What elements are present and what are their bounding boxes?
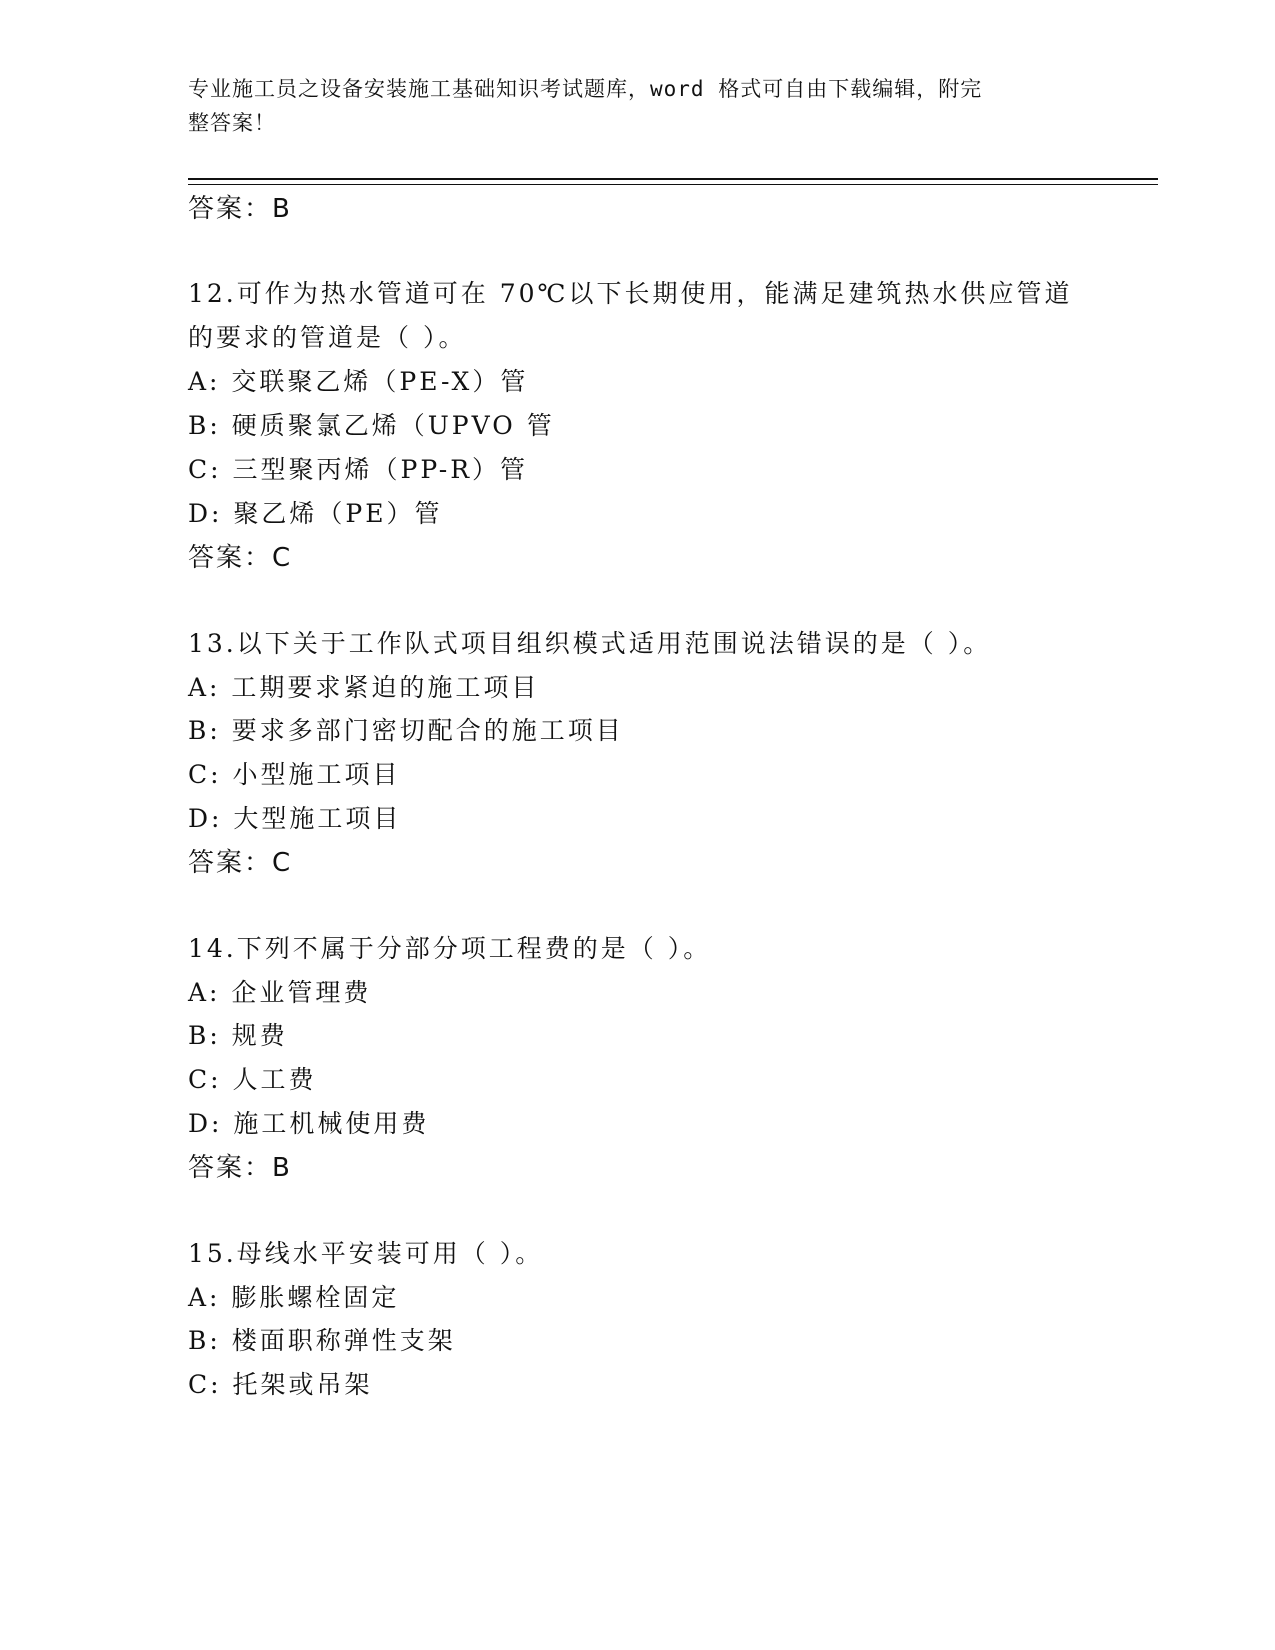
header-divider-thin — [188, 184, 1158, 185]
question-14-option-a: A: 企业管理费 — [188, 978, 372, 1007]
question-12-option-a: A: 交联聚乙烯（PE-X）管 — [188, 367, 529, 396]
question-12-option-d: D: 聚乙烯（PE）管 — [188, 499, 443, 528]
header-line-2: 整答案！ — [188, 111, 276, 135]
previous-answer: 答案：B — [188, 194, 292, 224]
question-13-option-d: D: 大型施工项目 — [188, 804, 402, 833]
header-divider-thick — [188, 178, 1158, 180]
question-14-option-c: C: 人工费 — [188, 1065, 317, 1094]
question-15-stem: 15.母线水平安装可用（ ）。 — [188, 1239, 544, 1268]
question-14-stem: 14.下列不属于分部分项工程费的是（ ）。 — [188, 934, 712, 963]
question-15-option-a: A: 膨胀螺栓固定 — [188, 1283, 400, 1312]
question-12-stem-line-2: 的要求的管道是（ ）。 — [188, 323, 467, 352]
header-line-1: 专业施工员之设备安装施工基础知识考试题库，word 格式可自由下载编辑，附完 — [188, 77, 983, 101]
question-12-option-b: B: 硬质聚氯乙烯（UPVO 管 — [188, 411, 555, 440]
question-12-answer: 答案：C — [188, 543, 293, 573]
question-14-option-b: B: 规费 — [188, 1021, 288, 1050]
question-13-answer: 答案：C — [188, 848, 293, 878]
question-14-answer: 答案：B — [188, 1153, 292, 1183]
question-13-option-b: B: 要求多部门密切配合的施工项目 — [188, 716, 624, 745]
question-14-option-d: D: 施工机械使用费 — [188, 1109, 430, 1138]
question-13-stem: 13.以下关于工作队式项目组织模式适用范围说法错误的是（ ）。 — [188, 629, 992, 658]
question-13-option-c: C: 小型施工项目 — [188, 760, 401, 789]
question-13-option-a: A: 工期要求紧迫的施工项目 — [188, 673, 540, 702]
question-15-option-b: B: 楼面职称弹性支架 — [188, 1326, 456, 1355]
question-12-option-c: C: 三型聚丙烯（PP-R）管 — [188, 455, 529, 484]
document-header — [188, 72, 1088, 140]
question-12-stem-line-1: 12.可作为热水管道可在 70℃以下长期使用，能满足建筑热水供应管道 — [188, 279, 1073, 308]
question-15-option-c: C: 托架或吊架 — [188, 1370, 373, 1399]
